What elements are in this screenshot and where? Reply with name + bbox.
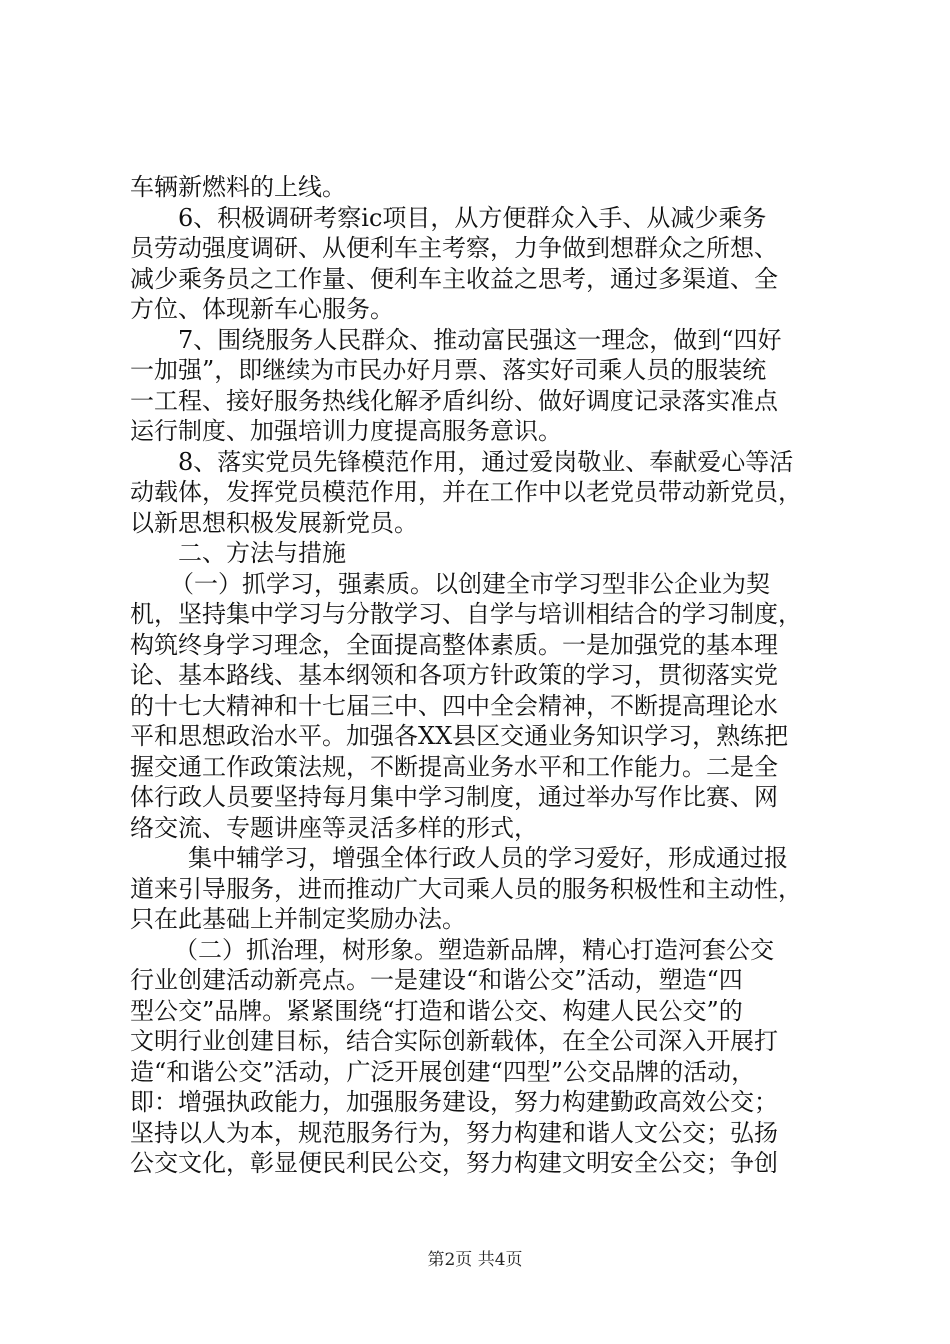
text-line: 平和思想政治水平。加强各XX县区交通业务知识学习，熟练把 <box>130 722 789 750</box>
text-line: 一加强”，即继续为市民办好月票、落实好司乘人员的服装统 <box>130 356 767 384</box>
text-line: 一工程、接好服务热线化解矛盾纠纷、做好调度记录落实准点 <box>130 386 778 415</box>
text-line: 7、围绕服务人民群众、推动富民强这一理念，做到“四好 <box>178 325 782 354</box>
document-body <box>130 172 830 1179</box>
text-line: 方位、体现新车心服务。 <box>130 295 394 323</box>
text-line: 型公交”品牌。紧紧围绕“打造和谐公交、构建人民公交”的 <box>130 996 743 1025</box>
text-line: 即：增强执政能力，加强服务建设，努力构建勤政高效公交； <box>130 1088 778 1116</box>
text-line: 文明行业创建目标，结合实际创新载体，在全公司深入开展打 <box>130 1027 778 1055</box>
text-line: 构筑终身学习理念，全面提高整体素质。一是加强党的基本理 <box>130 630 778 659</box>
text-line: 运行制度、加强培训力度提高服务意识。 <box>130 417 562 445</box>
text-line: 行业创建活动新亮点。一是建设“和谐公交”活动，塑造“四 <box>130 966 743 994</box>
section-heading: 二、方法与措施 <box>178 539 346 567</box>
text-line: 的十七大精神和十七届三中、四中全会精神，不断提高理论水 <box>130 691 778 720</box>
text-line: 减少乘务员之工作量、便利车主收益之思考，通过多渠道、全 <box>130 264 778 293</box>
text-line: 机，坚持集中学习与分散学习、自学与培训相结合的学习制度， <box>130 600 802 628</box>
text-line: 只在此基础上并制定奖励办法。 <box>130 905 466 933</box>
text-line: 车辆新燃料的上线。 <box>130 173 346 201</box>
text-line: 公交文化，彰显便民利民公交，努力构建文明安全公交；争创 <box>130 1149 778 1177</box>
text-line: （二）抓治理，树形象。塑造新品牌，精心打造河套公交 <box>174 935 774 964</box>
text-line: 络交流、专题讲座等灵活多样的形式， <box>130 813 538 842</box>
text-line: 造“和谐公交”活动，广泛开展创建“四型”公交品牌的活动， <box>130 1057 756 1086</box>
text-line: 以新思想积极发展新党员。 <box>130 508 418 537</box>
text-line: 动载体，发挥党员模范作用，并在工作中以老党员带动新党员， <box>130 478 802 506</box>
text-line: （一）抓学习，强素质。以创建全市学习型非公企业为契 <box>170 569 770 598</box>
text-line: 体行政人员要坚持每月集中学习制度，通过举办写作比赛、网 <box>130 783 778 811</box>
text-line: 6、积极调研考察ic项目，从方便群众入手、从减少乘务 <box>178 203 767 232</box>
text-line: 8、落实党员先锋模范作用，通过爱岗敬业、奉献爱心等活 <box>178 447 794 476</box>
page-number-footer: 第2页 共4页 <box>427 1250 523 1270</box>
text-line: 坚持以人为本，规范服务行为，努力构建和谐人文公交；弘扬 <box>130 1118 778 1147</box>
text-line: 员劳动强度调研、从便利车主考察，力争做到想群众之所想、 <box>130 234 778 262</box>
text-line: 集中辅学习，增强全体行政人员的学习爱好，形成通过报 <box>188 844 788 872</box>
text-line: 握交通工作政策法规，不断提高业务水平和工作能力。二是全 <box>130 752 778 781</box>
text-line: 论、基本路线、基本纲领和各项方针政策的学习，贯彻落实党 <box>130 661 778 689</box>
text-line: 道来引导服务，进而推动广大司乘人员的服务积极性和主动性， <box>130 874 802 903</box>
